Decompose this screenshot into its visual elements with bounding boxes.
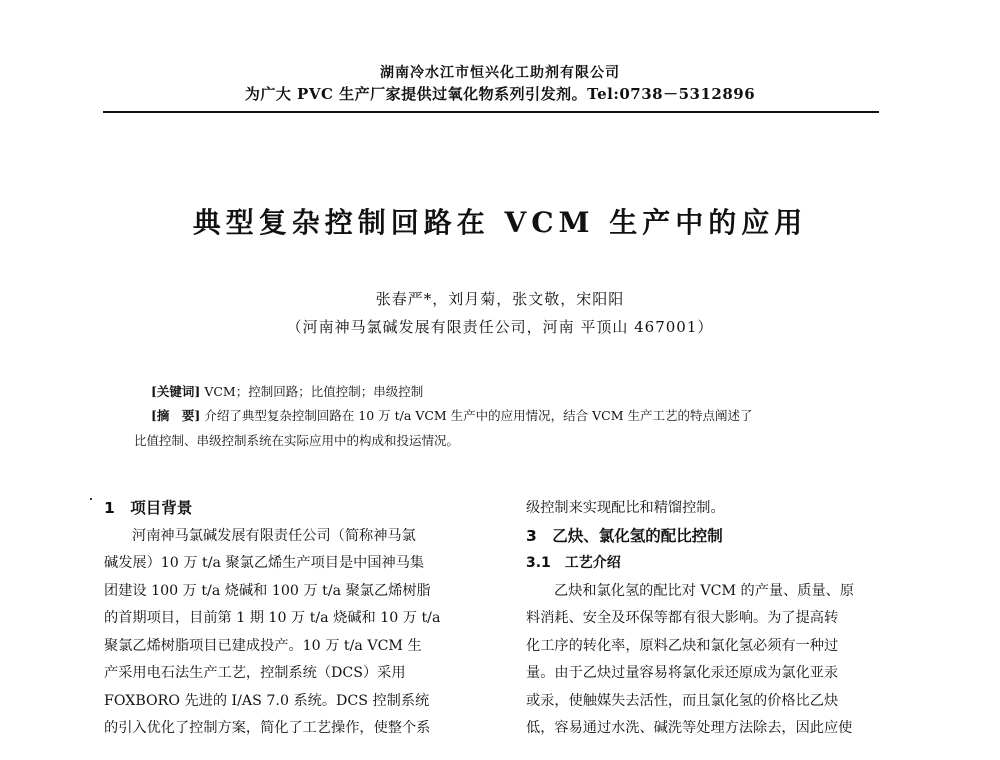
keywords-line	[151, 382, 423, 400]
abstract-line-1	[151, 406, 753, 424]
body-line: 的引入优化了控制方案，简化了工艺操作，使整个系	[104, 720, 431, 736]
left-column	[104, 495, 499, 743]
body-line: 碱发展）10 万 t/a 聚氯乙烯生产项目是中国神马集	[104, 555, 425, 571]
body-line: 量。由于乙炔过量容易将氯化汞还原成为氯化亚汞	[526, 665, 839, 681]
abstract-line-2: 比值控制、串级控制系统在实际应用中的构成和投运情况。	[134, 433, 460, 448]
right-column	[526, 495, 924, 743]
body-line: 河南神马氯碱发展有限责任公司（简称神马氯	[132, 527, 416, 544]
body-line: 聚氯乙烯树脂项目已建成投产。10 万 t/a VCM 生	[104, 637, 422, 654]
body-line: 低，容易通过水洗、碱洗等处理方法除去，因此应使	[526, 720, 853, 736]
body-line: 团建设 100 万 t/a 烧碱和 100 万 t/a 聚氯乙烯树脂	[104, 582, 431, 599]
section-heading-3: 3 乙炔、氯化氢的配比控制	[526, 526, 723, 545]
header-rule	[103, 111, 879, 113]
abstract-label: [摘 要]	[151, 408, 201, 423]
article-authors: 张春严*，刘月菊，张文敬，宋阳阳	[375, 290, 625, 308]
subsection-heading-3-1: 3.1 工艺介绍	[526, 555, 621, 571]
body-line: 乙炔和氯化氢的配比对 VCM 的产量、质量、原	[554, 582, 855, 599]
body-line: 或汞，使触媒失去活性，而且氯化氢的价格比乙炔	[526, 692, 839, 709]
journal-header-company: 湖南冷水江市恒兴化工助剂有限公司	[380, 65, 620, 81]
body-line: 料消耗、安全及环保等都有很大影响。为了提高转	[526, 610, 839, 626]
body-line: FOXBORO 先进的 I/AS 7.0 系统。DCS 控制系统	[104, 692, 430, 709]
scan-mark	[90, 498, 92, 500]
journal-header-advert: 为广大 PVC 生产厂家提供过氧化物系列引发剂。Tel:0738－5312896	[244, 85, 756, 103]
section-heading-1: 1 项目背景	[104, 499, 193, 517]
keywords-label: [关键词]	[151, 384, 201, 399]
article-affiliation: （河南神马氯碱发展有限责任公司，河南 平顶山 467001）	[286, 318, 714, 336]
body-line: 的首期项目，目前第 1 期 10 万 t/a 烧碱和 10 万 t/a	[104, 610, 441, 626]
body-line: 化工序的转化率，原料乙炔和氯化氢必须有一种过	[526, 637, 839, 654]
body-line: 产采用电石法生产工艺，控制系统（DCS）采用	[104, 665, 406, 681]
abstract-text-1: 介绍了典型复杂控制回路在 10 万 t/a VCM 生产中的应用情况，结合 VCM 生产工艺的特点阐述了	[204, 408, 753, 423]
keywords-text: VCM；控制回路；比值控制；串级控制	[204, 384, 424, 399]
body-line: 级控制来实现配比和精馏控制。	[526, 500, 725, 516]
article-title: 典型复杂控制回路在 VCM 生产中的应用	[192, 206, 808, 239]
